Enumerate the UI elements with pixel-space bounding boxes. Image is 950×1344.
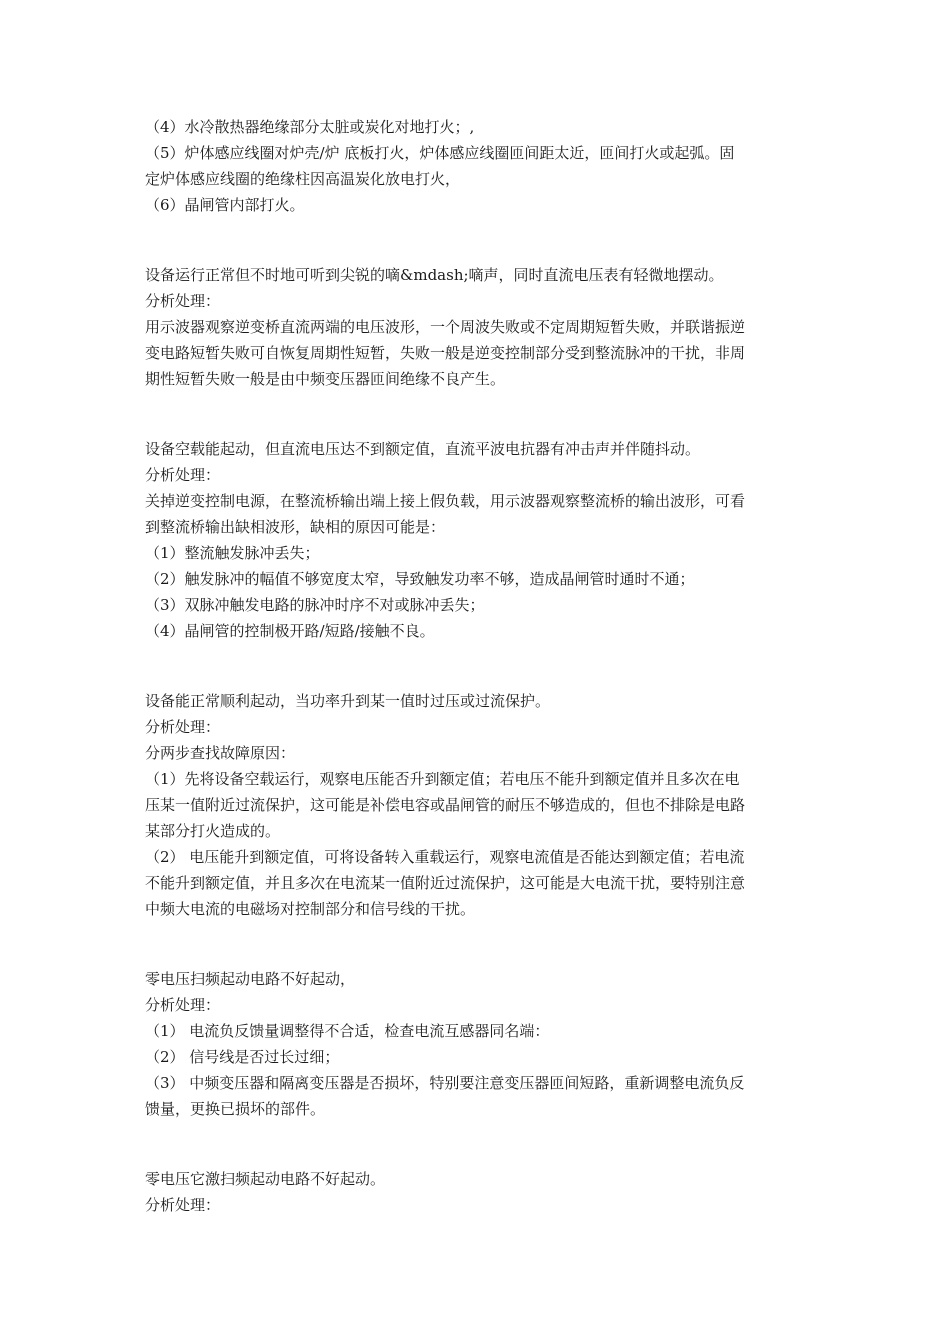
section-heading: 零电压它激扫频起动电路不好起动。	[145, 1170, 386, 1188]
text-line: 馈量，更换已损坏的部件。	[145, 1100, 326, 1118]
text-line: 变电路短暂失败可自恢复周期性短暂，失败一般是逆变控制部分受到整流脉冲的干扰，非周	[145, 344, 746, 362]
section-heading: 设备空载能起动，但直流电压达不到额定值，直流平波电抗器有冲击声并伴随抖动。	[145, 440, 701, 458]
text-line: 用示波器观察逆变桥直流两端的电压波形，一个周波失败或不定周期短暂失败，并联谐振逆	[145, 318, 746, 336]
text-line: 分析处理：	[145, 292, 221, 310]
text-line: 定炉体感应线圈的绝缘柱因高温炭化放电打火，	[145, 170, 461, 188]
text-line: （4）晶闸管的控制极开路/短路/接触不良。	[145, 622, 435, 640]
text-line: （3） 中频变压器和隔离变压器是否损坏，特别要注意变压器匝间短路，重新调整电流负反	[145, 1074, 745, 1092]
text-line: （3）双脉冲触发电路的脉冲时序不对或脉冲丢失；	[145, 596, 485, 614]
text-line: （6）晶闸管内部打火。	[145, 196, 305, 214]
text-line: 分析处理：	[145, 996, 221, 1014]
text-line: （4）水冷散热器绝缘部分太脏或炭化对地打火；,	[145, 118, 475, 136]
text-line: （1）先将设备空载运行，观察电压能否升到额定值；若电压不能升到额定值并且多次在电	[145, 770, 740, 788]
section-heading: 设备运行正常但不时地可听到尖锐的嘀&mdash;嘀声，同时直流电压表有轻微地摆动。	[145, 266, 724, 284]
section-heading: 零电压扫频起动电路不好起动，	[145, 970, 356, 988]
text-line: 不能升到额定值，并且多次在电流某一值附近过流保护，这可能是大电流干扰，要特别注意	[145, 874, 746, 892]
text-line: （2） 电压能升到额定值，可将设备转入重载运行，观察电流值是否能达到额定值；若电流	[145, 848, 745, 866]
section-heading: 设备能正常顺利起动，当功率升到某一值时过压或过流保护。	[145, 692, 551, 710]
text-line: 分析处理：	[145, 718, 221, 736]
text-line: （1）整流触发脉冲丢失；	[145, 544, 320, 562]
text-line: （2）触发脉冲的幅值不够宽度太窄，导致触发功率不够，造成晶闸管时通时不通；	[145, 570, 695, 588]
text-line: 关掉逆变控制电源，在整流桥输出端上接上假负载，用示波器观察整流桥的输出波形，可看	[145, 492, 746, 510]
text-line: 某部分打火造成的。	[145, 822, 281, 840]
text-line: 分析处理：	[145, 1196, 221, 1214]
text-line: 分两步查找故障原因：	[145, 744, 296, 762]
text-line: 期性短暂失败一般是由中频变压器匝间绝缘不良产生。	[145, 370, 506, 388]
text-line: 到整流桥输出缺相波形，缺相的原因可能是：	[145, 518, 446, 536]
text-line: 分析处理：	[145, 466, 221, 484]
text-line: （2） 信号线是否过长过细；	[145, 1048, 340, 1066]
text-line: （1） 电流负反馈量调整得不合适，检查电流互感器同名端：	[145, 1022, 550, 1040]
text-line: （5）炉体感应线圈对炉壳/炉 底板打火，炉体感应线圈匝间距太近，匝间打火或起弧。固	[145, 144, 735, 162]
text-line: 中频大电流的电磁场对控制部分和信号线的干扰。	[145, 900, 476, 918]
text-line: 压某一值附近过流保护，这可能是补偿电容或晶闸管的耐压不够造成的，但也不排除是电路	[145, 796, 746, 814]
